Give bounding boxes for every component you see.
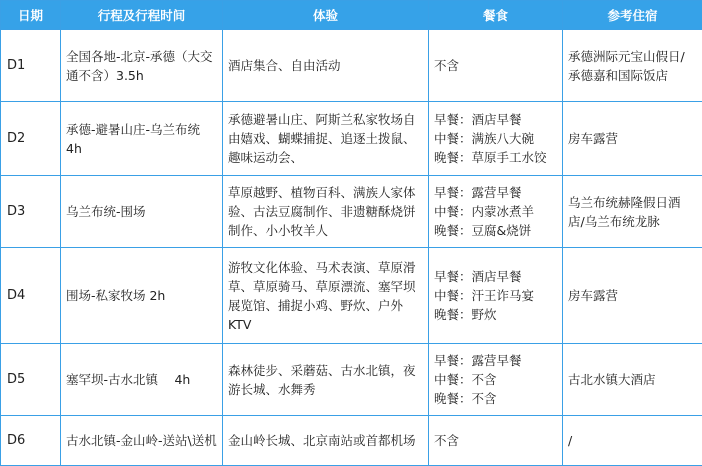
experience-cell: 游牧文化体验、马术表演、草原滑草、草原骑马、草原漂流、塞罕坝展览馆、捕捉小鸡、野炊、户外 KTV [223,248,429,344]
day-cell: D6 [1,416,61,466]
meals-cell [429,248,563,344]
route-cell: 乌兰布统-围场 [61,176,223,248]
header-experience: 体验 [223,1,429,30]
day-cell: D4 [1,248,61,344]
day-cell: D2 [1,102,61,176]
day-cell: D5 [1,344,61,416]
meal-line: 晚餐：不含 [434,391,497,406]
table-row [1,30,702,102]
table-row [1,248,702,344]
day-cell: D3 [1,176,61,248]
experience-cell: 金山岭长城、北京南站或首都机场 [223,416,429,466]
route-cell: 古水北镇-金山岭-送站\送机 [61,416,223,466]
header-hotel: 参考住宿 [563,1,702,30]
header-date: 日期 [1,1,61,30]
table-row [1,102,702,176]
table-row [1,176,702,248]
meal-line: 晚餐：草原手工水饺 [434,150,547,165]
meal-line: 早餐：露营早餐 [434,185,522,200]
meals-cell [429,416,563,466]
meal-line: 中餐：不含 [434,372,497,387]
experience-cell: 森林徒步、采蘑菇、古水北镇，夜游长城、水舞秀 [223,344,429,416]
day-cell: D1 [1,30,61,102]
meals-cell [429,344,563,416]
route-cell: 承德-避暑山庄-乌兰布统 4h [61,102,223,176]
meal-line: 中餐：满族八大碗 [434,131,535,146]
meals-cell [429,30,563,102]
route-cell: 塞罕坝-古水北镇 4h [61,344,223,416]
meals-cell [429,176,563,248]
hotel-cell: 古北水镇大酒店 [563,344,702,416]
meals-cell [429,102,563,176]
experience-cell: 草原越野、植物百科、满族人家体验、古法豆腐制作、非遗糖酥烧饼制作、小小牧羊人 [223,176,429,248]
hotel-cell: 乌兰布统赫隆假日酒店/乌兰布统龙脉 [563,176,702,248]
meal-line: 不含 [434,58,460,73]
meal-line: 晚餐：野炊 [434,307,497,322]
meal-line: 中餐：内蒙冰煮羊 [434,204,535,219]
hotel-cell: 承德洲际元宝山假日/承德嘉和国际饭店 [563,30,702,102]
table-row [1,416,702,466]
header-row [1,1,702,30]
header-route: 行程及行程时间 [61,1,223,30]
hotel-cell: 房车露营 [563,102,702,176]
route-cell: 全国各地-北京-承德（大交通不含）3.5h [61,30,223,102]
experience-cell: 承德避暑山庄、阿斯兰私家牧场自由嬉戏、蝴蝶捕捉、追逐土拨鼠、趣味运动会、 [223,102,429,176]
route-cell: 围场-私家牧场 2h [61,248,223,344]
meal-line: 中餐：汗王诈马宴 [434,288,535,303]
meal-line: 早餐：露营早餐 [434,353,522,368]
meal-line: 晚餐：豆腐&烧饼 [434,223,532,238]
hotel-cell: / [563,416,702,466]
experience-cell: 酒店集合、自由活动 [223,30,429,102]
table-row [1,344,702,416]
meal-line: 不含 [434,433,460,448]
meal-line: 早餐：酒店早餐 [434,112,522,127]
header-meals: 餐食 [429,1,563,30]
meal-line: 早餐：酒店早餐 [434,269,522,284]
hotel-cell: 房车露营 [563,248,702,344]
